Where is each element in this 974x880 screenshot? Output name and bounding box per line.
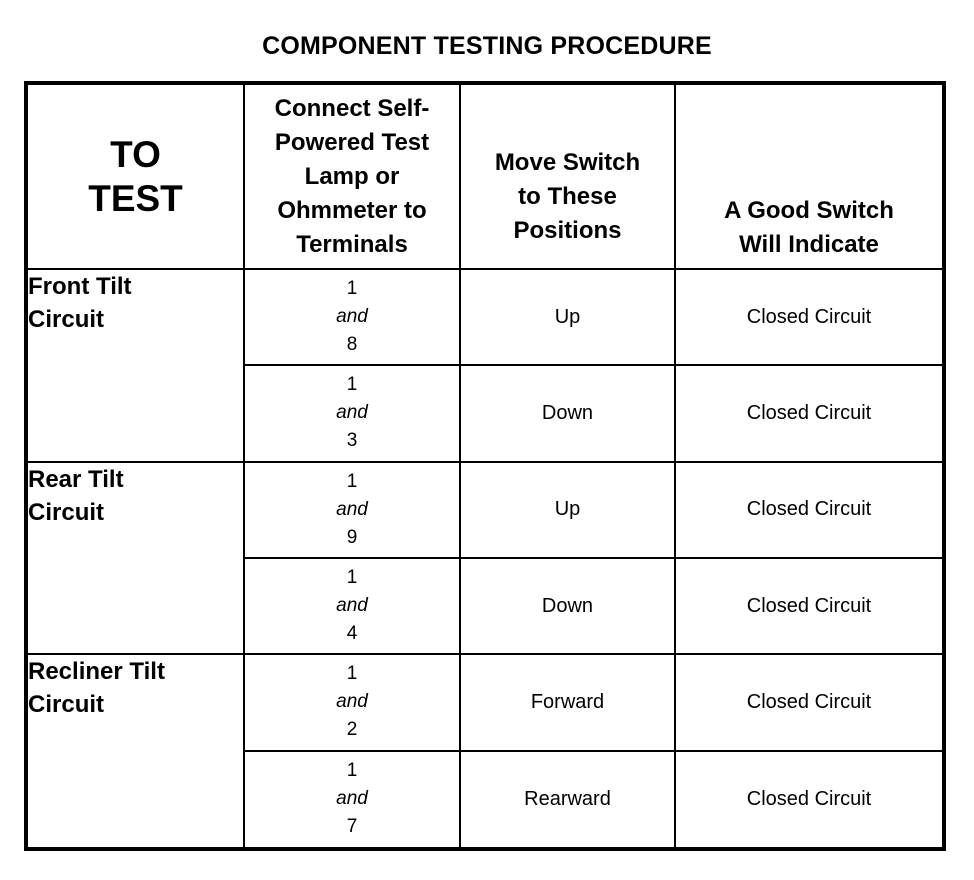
group-label-line1: Recliner Tilt [28, 658, 165, 686]
header-move-switch [460, 83, 675, 269]
position-cell: Up [460, 269, 675, 365]
header-to-test [26, 83, 244, 269]
header-connect-line2: Powered Test [274, 128, 430, 156]
terminal-b: 3 [346, 430, 358, 452]
terminal-b: 7 [346, 816, 358, 838]
terminal-b: 2 [346, 719, 358, 741]
header-good-switch [675, 83, 944, 269]
component-testing-table [24, 81, 946, 851]
table-row [26, 462, 944, 558]
terminal-a: 1 [346, 470, 358, 492]
terminals-cell [244, 751, 460, 849]
group-front-tilt [26, 269, 244, 462]
and-label: and [336, 691, 368, 713]
header-good-line1: A Good Switch [724, 197, 894, 224]
terminal-a: 1 [346, 278, 358, 300]
header-move-line3: Positions [513, 216, 622, 244]
indication-cell: Closed Circuit [675, 365, 944, 461]
header-good-line2: Will Indicate [739, 231, 879, 258]
header-to-test-line1: TO [110, 133, 161, 175]
header-connect-terminals [244, 83, 460, 269]
header-connect-line3: Lamp or [304, 162, 400, 190]
page-title: COMPONENT TESTING PROCEDURE [262, 32, 712, 60]
and-label: and [336, 595, 368, 617]
header-connect-line4: Ohmmeter to [277, 196, 427, 224]
and-label: and [336, 306, 368, 328]
header-move-line2: to These [518, 182, 617, 210]
terminal-a: 1 [346, 663, 358, 685]
group-label-line1: Front Tilt [28, 273, 132, 300]
terminals-cell [244, 654, 460, 750]
terminal-b: 8 [346, 334, 358, 356]
terminals-cell [244, 462, 460, 558]
position-cell: Down [460, 558, 675, 654]
indication-cell: Closed Circuit [675, 751, 944, 849]
table-row [26, 269, 944, 365]
and-label: and [336, 498, 368, 520]
group-rear-tilt [26, 462, 244, 655]
indication-cell: Closed Circuit [675, 462, 944, 558]
indication-cell: Closed Circuit [675, 269, 944, 365]
indication-cell: Closed Circuit [675, 654, 944, 750]
group-label-line2: Circuit [28, 498, 105, 526]
group-recliner-tilt [26, 654, 244, 849]
table-row [26, 654, 944, 750]
terminal-a: 1 [346, 374, 358, 396]
header-connect-line5: Terminals [296, 230, 408, 258]
position-cell: Down [460, 365, 675, 461]
header-to-test-line2: TEST [88, 177, 183, 219]
terminals-cell [244, 558, 460, 654]
group-label-line2: Circuit [28, 691, 105, 719]
group-label-line2: Circuit [28, 306, 105, 333]
header-move-line1: Move Switch [494, 148, 641, 176]
and-label: and [336, 788, 368, 810]
terminal-b: 4 [346, 623, 358, 645]
terminal-b: 9 [346, 526, 358, 548]
terminal-a: 1 [346, 760, 358, 782]
header-connect-line1: Connect Self- [274, 94, 430, 122]
terminals-cell [244, 269, 460, 365]
position-cell: Up [460, 462, 675, 558]
and-label: and [336, 402, 368, 424]
position-cell: Forward [460, 654, 675, 750]
terminal-a: 1 [346, 567, 358, 589]
group-label-line1: Rear Tilt [28, 465, 124, 493]
indication-cell: Closed Circuit [675, 558, 944, 654]
position-cell: Rearward [460, 751, 675, 849]
terminals-cell [244, 365, 460, 461]
header-row [26, 83, 944, 269]
